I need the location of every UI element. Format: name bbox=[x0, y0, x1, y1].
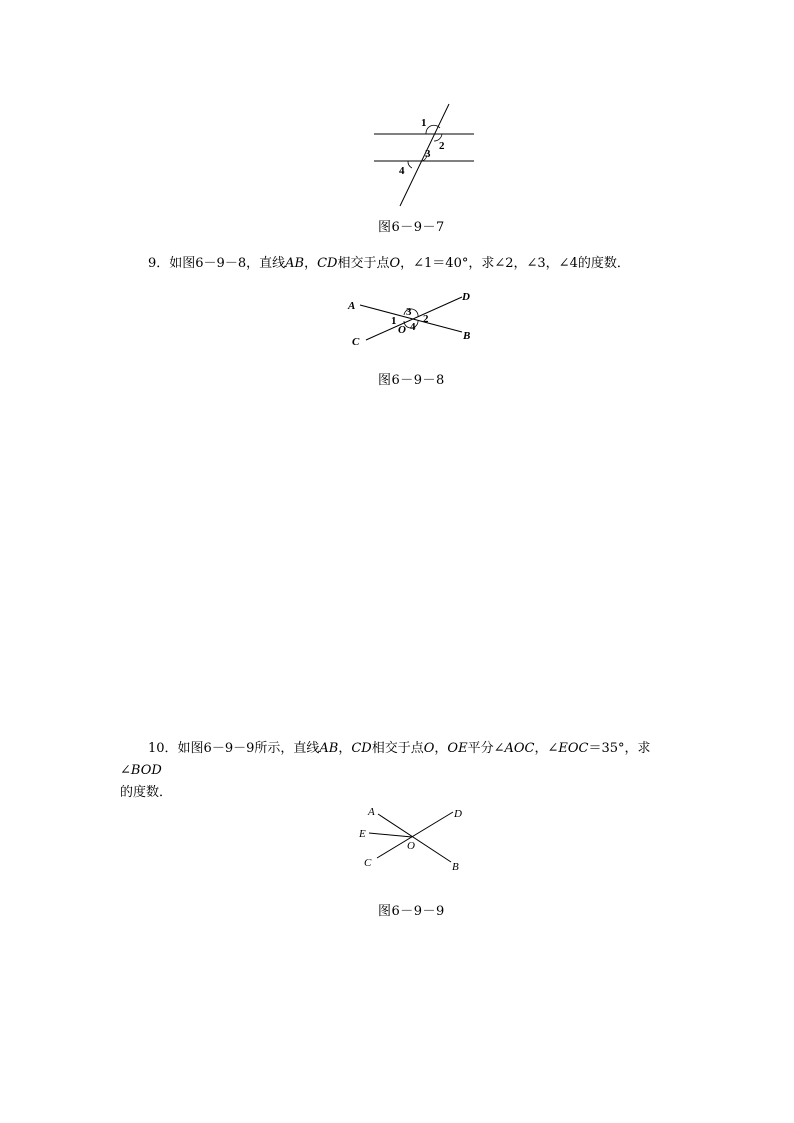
problem-text: ＝35°，求∠ bbox=[120, 741, 651, 778]
line-name: CD bbox=[351, 741, 372, 756]
figure-6-9-8 bbox=[340, 283, 480, 353]
point-label-O: O bbox=[398, 324, 406, 336]
separator: ， bbox=[434, 741, 448, 756]
point-label-B: B bbox=[452, 861, 459, 873]
point-label-O: O bbox=[407, 840, 415, 852]
point-label-B: B bbox=[463, 330, 471, 342]
angle-label-1: 1 bbox=[391, 315, 397, 327]
angle-label-4: 4 bbox=[399, 165, 405, 177]
line-cd bbox=[366, 297, 462, 340]
figure-caption-6-9-7: 图6－9－7 bbox=[378, 220, 445, 235]
angle-name: AOC bbox=[504, 741, 535, 756]
problem-text: 如图6－9－8，直线 bbox=[169, 256, 286, 271]
angle-label-2: 2 bbox=[439, 140, 445, 152]
figure-caption-6-9-9: 图6－9－9 bbox=[378, 904, 445, 919]
angle-label-2: 2 bbox=[423, 313, 429, 325]
figure-caption-6-9-8: 图6－9－8 bbox=[378, 373, 445, 388]
point-label-A: A bbox=[368, 806, 375, 818]
angle-label-3: 3 bbox=[406, 306, 412, 318]
angle-name: EOC bbox=[558, 741, 589, 756]
line-ab bbox=[378, 814, 451, 862]
problem-text: 如图6－9－9所示，直线 bbox=[177, 741, 320, 756]
separator: ， bbox=[338, 741, 352, 756]
separator: ， bbox=[304, 256, 318, 271]
problem-text: 平分∠ bbox=[467, 741, 505, 756]
point-name: O bbox=[389, 256, 401, 271]
line-name: CD bbox=[317, 256, 338, 271]
point-name: O bbox=[423, 741, 435, 756]
point-label-D: D bbox=[454, 808, 462, 820]
problem-9 bbox=[148, 253, 630, 275]
angle-name: BOD bbox=[130, 763, 162, 778]
figure-6-9-7 bbox=[360, 98, 490, 210]
point-label-A: A bbox=[348, 300, 356, 312]
angle-arc-1 bbox=[426, 125, 440, 134]
point-label-E: E bbox=[359, 828, 366, 840]
problem-10 bbox=[120, 738, 690, 804]
problem-text: 相交于点 bbox=[371, 741, 424, 756]
angle-label-4: 4 bbox=[410, 321, 416, 333]
problem-number: 9． bbox=[148, 256, 170, 271]
angle-label-3: 3 bbox=[425, 148, 431, 160]
line-name: AB bbox=[285, 256, 305, 271]
ray-oe bbox=[369, 833, 412, 837]
angle-arc-4 bbox=[408, 161, 412, 168]
point-label-C: C bbox=[352, 336, 360, 348]
line-name: AB bbox=[319, 741, 339, 756]
point-label-D: D bbox=[462, 291, 470, 303]
problem-text: 相交于点 bbox=[337, 256, 390, 271]
point-label-C: C bbox=[364, 857, 372, 869]
problem-text: ，∠1＝40°，求∠2，∠3，∠4的度数． bbox=[400, 256, 630, 271]
figure-6-9-9 bbox=[350, 800, 470, 878]
ray-name: OE bbox=[447, 741, 468, 756]
problem-text: ，∠ bbox=[534, 741, 559, 756]
angle-label-1: 1 bbox=[421, 117, 427, 129]
problem-number: 10． bbox=[148, 741, 178, 756]
problem-text: 的度数． bbox=[120, 785, 173, 800]
